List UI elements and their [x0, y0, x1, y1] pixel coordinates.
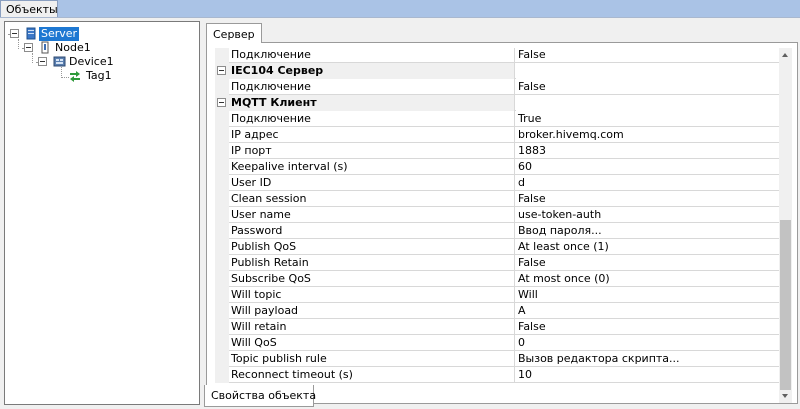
property-name: Подключение	[229, 79, 515, 95]
tree-label-tag1[interactable]: Tag1	[86, 69, 112, 82]
row-gutter	[215, 239, 229, 255]
property-row[interactable]	[215, 223, 779, 239]
row-gutter	[215, 159, 229, 175]
category-collapse-icon[interactable]	[217, 66, 226, 75]
tree-node-server[interactable]	[5, 27, 195, 41]
property-name: Will QoS	[229, 335, 515, 351]
tab-object-properties[interactable]: Свойства объекта	[204, 385, 314, 407]
property-name: IEC104 Сервер	[229, 63, 515, 79]
property-value[interactable]: broker.hivemq.com	[518, 128, 624, 141]
property-row[interactable]	[215, 367, 779, 383]
property-row[interactable]	[215, 111, 779, 127]
object-tree	[4, 21, 200, 405]
property-row[interactable]	[215, 159, 779, 175]
row-gutter	[215, 175, 229, 191]
collapse-toggle[interactable]	[24, 43, 33, 52]
tree-label-server[interactable]: Server	[41, 27, 78, 40]
property-name: Publish Retain	[229, 255, 515, 271]
property-grid-frame	[206, 42, 798, 404]
property-value[interactable]: 0	[518, 336, 525, 349]
row-gutter	[215, 79, 229, 95]
property-name: Reconnect timeout (s)	[229, 367, 515, 383]
property-value[interactable]: Вызов редактора скрипта...	[518, 352, 680, 365]
tree-label-device1[interactable]: Device1	[69, 55, 114, 68]
property-row[interactable]	[215, 207, 779, 223]
property-row[interactable]	[215, 191, 779, 207]
property-value[interactable]: False	[518, 192, 546, 205]
scroll-down-arrow-icon[interactable]	[779, 390, 792, 403]
row-gutter	[215, 127, 229, 143]
property-value[interactable]: A	[518, 304, 526, 317]
property-value	[516, 63, 779, 79]
property-name: Will topic	[229, 287, 515, 303]
collapse-toggle[interactable]	[10, 29, 19, 38]
property-name: MQTT Клиент	[229, 95, 515, 111]
property-name: Подключение	[229, 111, 515, 127]
property-name: Keepalive interval (s)	[229, 159, 515, 175]
node-icon	[39, 41, 51, 54]
row-gutter	[215, 287, 229, 303]
row-gutter	[215, 351, 229, 367]
properties-area	[204, 21, 800, 407]
collapse-toggle[interactable]	[38, 57, 47, 66]
property-row[interactable]	[215, 48, 779, 63]
property-name: User ID	[229, 175, 515, 191]
vertical-scrollbar[interactable]	[779, 48, 792, 403]
row-gutter	[215, 255, 229, 271]
tab-server[interactable]: Сервер	[206, 23, 262, 43]
row-gutter	[215, 95, 229, 111]
property-grid	[215, 48, 779, 403]
category-row[interactable]	[215, 63, 779, 79]
property-row[interactable]	[215, 127, 779, 143]
property-value[interactable]: Will	[518, 288, 538, 301]
category-collapse-icon[interactable]	[217, 98, 226, 107]
tag-icon	[69, 69, 81, 82]
scroll-thumb[interactable]	[780, 220, 791, 390]
property-name: Подключение	[229, 48, 515, 63]
property-row[interactable]	[215, 143, 779, 159]
row-gutter	[215, 319, 229, 335]
property-row[interactable]	[215, 175, 779, 191]
property-value[interactable]: False	[518, 320, 546, 333]
property-row[interactable]	[215, 351, 779, 367]
property-row[interactable]	[215, 271, 779, 287]
property-value[interactable]: 1883	[518, 144, 546, 157]
property-name: Publish QoS	[229, 239, 515, 255]
tree-node-node1[interactable]	[5, 41, 195, 55]
property-row[interactable]	[215, 319, 779, 335]
row-gutter	[215, 367, 229, 383]
tree-node-device1[interactable]	[5, 55, 195, 69]
property-name: Topic publish rule	[229, 351, 515, 367]
row-gutter	[215, 63, 229, 79]
property-row[interactable]	[215, 79, 779, 95]
category-row[interactable]	[215, 95, 779, 111]
property-row[interactable]	[215, 287, 779, 303]
property-row[interactable]	[215, 303, 779, 319]
property-name: IP порт	[229, 143, 515, 159]
device-icon	[53, 55, 65, 68]
property-name: Password	[229, 223, 515, 239]
property-row[interactable]	[215, 239, 779, 255]
row-gutter	[215, 191, 229, 207]
property-value[interactable]: False	[518, 256, 546, 269]
property-value[interactable]: At most once (0)	[518, 272, 610, 285]
property-name: IP адрес	[229, 127, 515, 143]
row-gutter	[215, 223, 229, 239]
property-value[interactable]: d	[518, 176, 525, 189]
row-gutter	[215, 48, 229, 63]
top-tab-strip	[0, 0, 800, 17]
server-icon	[25, 27, 37, 40]
property-name: User name	[229, 207, 515, 223]
property-value[interactable]: At least once (1)	[518, 240, 609, 253]
tree-node-tag1[interactable]	[5, 69, 195, 83]
property-row[interactable]	[215, 255, 779, 271]
row-gutter	[215, 303, 229, 319]
row-gutter	[215, 111, 229, 127]
row-gutter	[215, 143, 229, 159]
row-gutter	[215, 335, 229, 351]
property-row[interactable]	[215, 335, 779, 351]
property-name: Will payload	[229, 303, 515, 319]
scroll-up-arrow-icon[interactable]	[779, 48, 792, 61]
property-value[interactable]: False	[518, 48, 546, 61]
property-value[interactable]: True	[518, 112, 542, 125]
property-value[interactable]: 10	[518, 368, 532, 381]
tree-label-node1[interactable]: Node1	[55, 41, 91, 54]
property-name: Clean session	[229, 191, 515, 207]
property-name: Subscribe QoS	[229, 271, 515, 287]
tab-objects[interactable]: Объекты	[0, 0, 58, 17]
property-value[interactable]: False	[518, 80, 546, 93]
property-name: Will retain	[229, 319, 515, 335]
row-gutter	[215, 207, 229, 223]
property-value	[516, 95, 779, 111]
property-value[interactable]: use-token-auth	[518, 208, 602, 221]
row-gutter	[215, 271, 229, 287]
property-value[interactable]: Ввод пароля...	[518, 224, 602, 237]
property-value[interactable]: 60	[518, 160, 532, 173]
